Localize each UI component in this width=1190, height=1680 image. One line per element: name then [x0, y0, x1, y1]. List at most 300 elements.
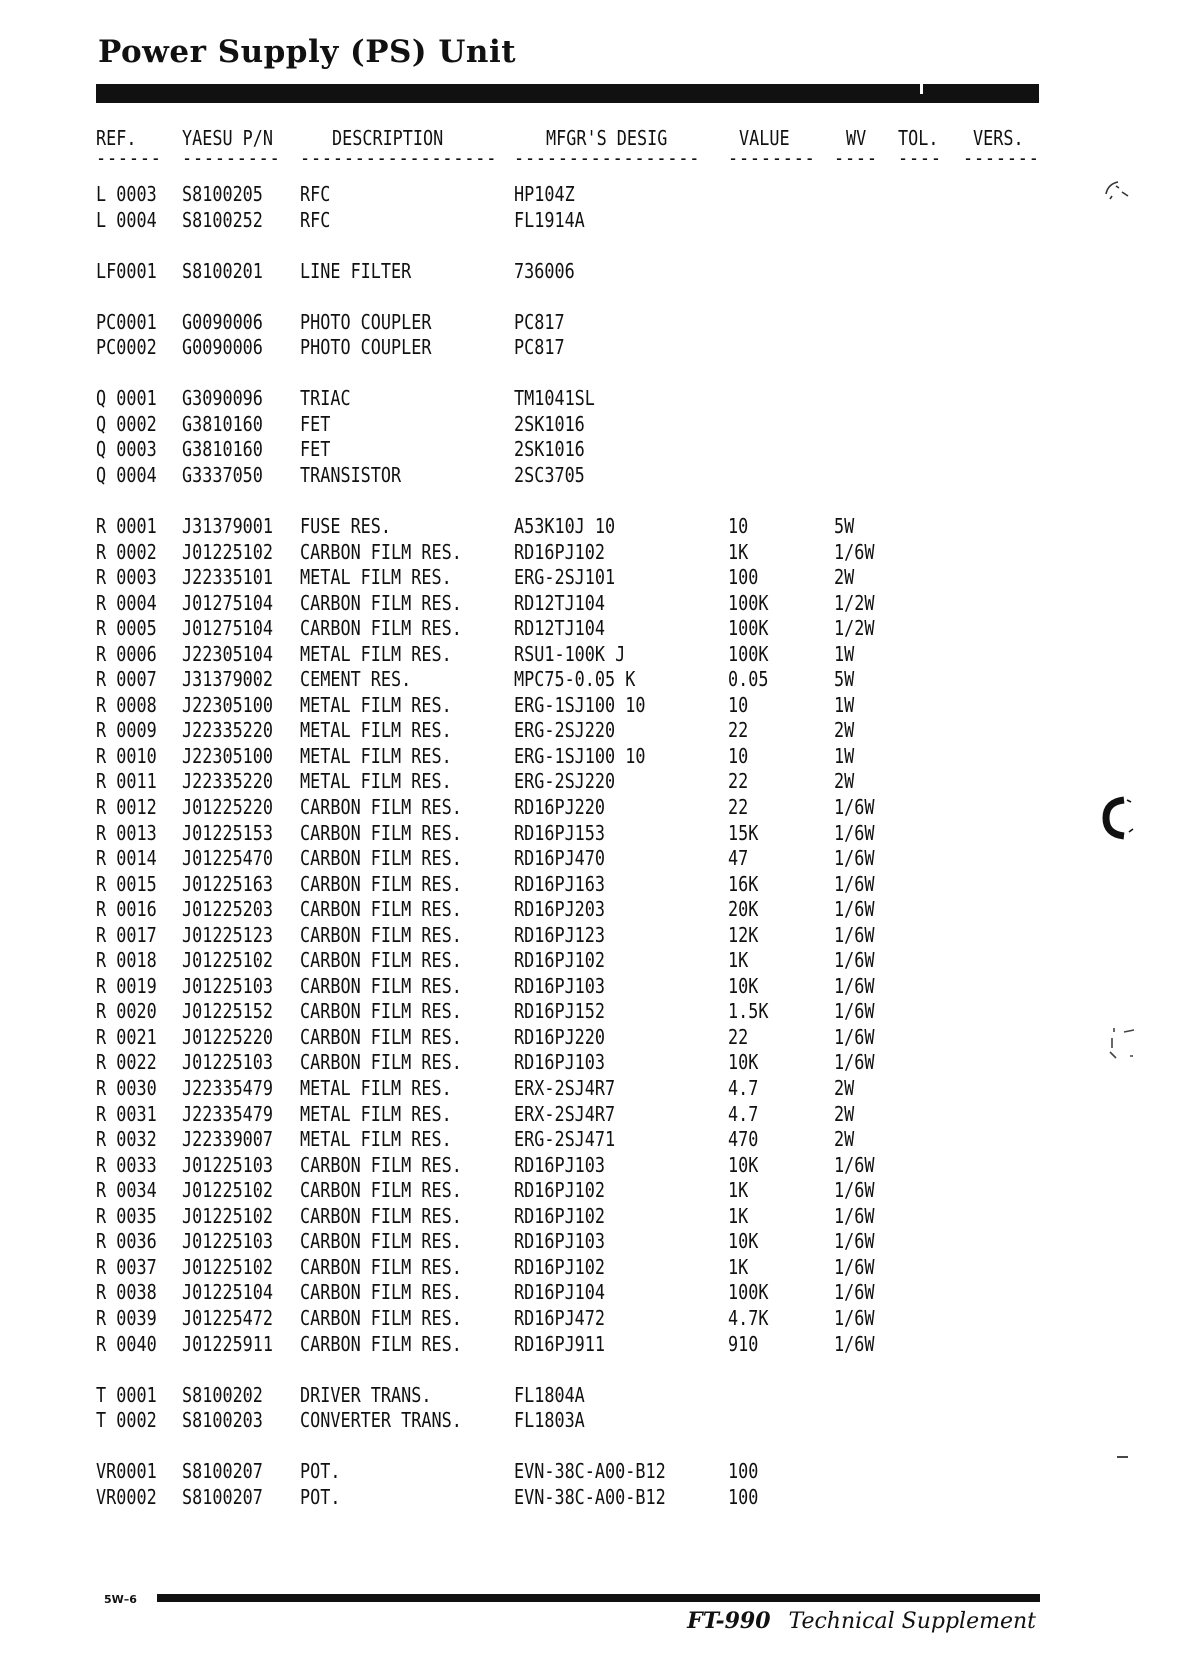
table-row [0, 999, 1190, 1024]
part-ref: R 0009 [96, 718, 157, 742]
part-description: METAL FILM RES. [300, 693, 452, 717]
mfgr-designation: RD16PJ220 [514, 795, 606, 819]
mfgr-designation: ERX-2SJ4R7 [514, 1076, 616, 1100]
part-ref: R 0007 [96, 667, 157, 691]
yaesu-part-number: S8100202 [182, 1383, 263, 1407]
mfgr-designation: RD16PJ103 [514, 1153, 606, 1177]
part-description: CARBON FILM RES. [300, 1306, 462, 1330]
yaesu-part-number: J22305100 [182, 744, 274, 768]
part-ref: R 0014 [96, 846, 157, 870]
part-ref: R 0015 [96, 872, 157, 896]
part-ref: R 0010 [96, 744, 157, 768]
mfgr-designation: RD16PJ104 [514, 1280, 606, 1304]
part-description: CARBON FILM RES. [300, 540, 462, 564]
part-description: FET [300, 437, 331, 461]
part-value: 100 [728, 565, 759, 589]
table-row [0, 591, 1190, 616]
part-value: 1K [728, 1178, 749, 1202]
yaesu-part-number: J01275104 [182, 616, 274, 640]
yaesu-part-number: J01225220 [182, 795, 274, 819]
part-value: 470 [728, 1127, 759, 1151]
part-ref: Q 0004 [96, 463, 157, 487]
mfgr-designation: PC817 [514, 310, 565, 334]
table-row [0, 1050, 1190, 1075]
part-description: CARBON FILM RES. [300, 1255, 462, 1279]
dash-mfgr-desig: ----------------- [514, 146, 701, 170]
table-row [0, 1025, 1190, 1050]
table-row [0, 642, 1190, 667]
part-description: FUSE RES. [300, 514, 392, 538]
dash-tol: ---- [898, 146, 942, 170]
part-value: 47 [728, 846, 749, 870]
part-ref: R 0036 [96, 1229, 157, 1253]
yaesu-part-number: J22339007 [182, 1127, 274, 1151]
table-row [0, 795, 1190, 820]
part-description: TRIAC [300, 386, 351, 410]
working-voltage: 2W [834, 1127, 855, 1151]
dash-value: -------- [728, 146, 816, 170]
table-row [0, 897, 1190, 922]
yaesu-part-number: J01225104 [182, 1280, 274, 1304]
part-ref: R 0006 [96, 642, 157, 666]
part-description: CARBON FILM RES. [300, 1280, 462, 1304]
page-number: 5W–6 [104, 1593, 137, 1606]
part-description: LINE FILTER [300, 259, 412, 283]
table-row [0, 412, 1190, 437]
table-row [0, 386, 1190, 411]
working-voltage: 1/6W [834, 872, 875, 896]
part-description: METAL FILM RES. [300, 718, 452, 742]
mfgr-designation: RD16PJ102 [514, 540, 606, 564]
part-ref: Q 0001 [96, 386, 157, 410]
working-voltage: 5W [834, 667, 855, 691]
part-value: 16K [728, 872, 759, 896]
working-voltage: 1/6W [834, 948, 875, 972]
table-row [0, 1127, 1190, 1152]
part-ref: PC0002 [96, 335, 157, 359]
part-description: METAL FILM RES. [300, 565, 452, 589]
mfgr-designation: RD16PJ163 [514, 872, 606, 896]
yaesu-part-number: G0090006 [182, 335, 263, 359]
part-description: CARBON FILM RES. [300, 821, 462, 845]
working-voltage: 1/6W [834, 846, 875, 870]
working-voltage: 1/6W [834, 1229, 875, 1253]
part-ref: L 0004 [96, 208, 157, 232]
part-value: 100 [728, 1485, 759, 1509]
mfgr-designation: RD16PJ203 [514, 897, 606, 921]
mfgr-designation: RD16PJ103 [514, 1229, 606, 1253]
part-description: METAL FILM RES. [300, 1102, 452, 1126]
part-description: METAL FILM RES. [300, 769, 452, 793]
yaesu-part-number: S8100203 [182, 1408, 263, 1432]
part-description: CARBON FILM RES. [300, 1332, 462, 1356]
column-header-yaesu-pn: YAESU P/N [182, 126, 274, 150]
yaesu-part-number: J01225102 [182, 1178, 274, 1202]
mfgr-designation: RD16PJ472 [514, 1306, 606, 1330]
part-value: 10K [728, 1153, 759, 1177]
column-header-tol: TOL. [898, 126, 939, 150]
yaesu-part-number: J22305104 [182, 642, 274, 666]
mfgr-designation: ERG-2SJ471 [514, 1127, 616, 1151]
mfgr-designation: ERG-2SJ220 [514, 769, 616, 793]
part-description: CARBON FILM RES. [300, 846, 462, 870]
mfgr-designation: ERG-1SJ100 10 [514, 693, 646, 717]
part-description: FET [300, 412, 331, 436]
working-voltage: 2W [834, 565, 855, 589]
dash-description: ------------------ [300, 146, 498, 170]
binder-hole-mark [1116, 1454, 1130, 1460]
dash-ref: ------ [96, 146, 162, 170]
part-ref: T 0001 [96, 1383, 157, 1407]
part-value: 10K [728, 974, 759, 998]
part-description: CARBON FILM RES. [300, 1025, 462, 1049]
table-row [0, 693, 1190, 718]
page-title: Power Supply (PS) Unit [98, 34, 517, 70]
yaesu-part-number: S8100205 [182, 182, 263, 206]
yaesu-part-number: G3337050 [182, 463, 263, 487]
table-row [0, 1485, 1190, 1510]
part-ref: R 0019 [96, 974, 157, 998]
part-ref: R 0031 [96, 1102, 157, 1126]
yaesu-part-number: G3810160 [182, 412, 263, 436]
working-voltage: 2W [834, 1102, 855, 1126]
mfgr-designation: RD16PJ102 [514, 1255, 606, 1279]
part-description: METAL FILM RES. [300, 1127, 452, 1151]
binder-hole-mark [1102, 1022, 1138, 1066]
part-value: 10K [728, 1050, 759, 1074]
part-description: CARBON FILM RES. [300, 1050, 462, 1074]
part-ref: R 0035 [96, 1204, 157, 1228]
part-value: 22 [728, 1025, 749, 1049]
mfgr-designation: RD12TJ104 [514, 616, 606, 640]
mfgr-designation: RD16PJ153 [514, 821, 606, 845]
part-ref: R 0022 [96, 1050, 157, 1074]
part-description: METAL FILM RES. [300, 642, 452, 666]
part-value: 100 [728, 1459, 759, 1483]
part-value: 10K [728, 1229, 759, 1253]
part-description: CARBON FILM RES. [300, 923, 462, 947]
working-voltage: 1/6W [834, 821, 875, 845]
table-row [0, 182, 1190, 207]
part-description: CARBON FILM RES. [300, 1178, 462, 1202]
yaesu-part-number: J01225103 [182, 1050, 274, 1074]
part-value: 22 [728, 718, 749, 742]
table-row [0, 769, 1190, 794]
yaesu-part-number: G0090006 [182, 310, 263, 334]
mfgr-designation: FL1914A [514, 208, 585, 232]
yaesu-part-number: J01225103 [182, 974, 274, 998]
table-row [0, 821, 1190, 846]
yaesu-part-number: J01225102 [182, 540, 274, 564]
mfgr-designation: 2SK1016 [514, 412, 585, 436]
yaesu-part-number: J31379002 [182, 667, 274, 691]
table-row [0, 463, 1190, 488]
part-value: 1K [728, 948, 749, 972]
mfgr-designation: RD16PJ103 [514, 974, 606, 998]
table-row [0, 1306, 1190, 1331]
mfgr-designation: ERG-2SJ101 [514, 565, 616, 589]
working-voltage: 1W [834, 693, 855, 717]
yaesu-part-number: J01225163 [182, 872, 274, 896]
working-voltage: 1/6W [834, 1153, 875, 1177]
yaesu-part-number: J01225220 [182, 1025, 274, 1049]
part-ref: VR0001 [96, 1459, 157, 1483]
column-header-wv: WV [846, 126, 867, 150]
part-description: CARBON FILM RES. [300, 948, 462, 972]
part-ref: R 0013 [96, 821, 157, 845]
part-ref: R 0011 [96, 769, 157, 793]
table-row [0, 1076, 1190, 1101]
yaesu-part-number: J01225123 [182, 923, 274, 947]
mfgr-designation: RD16PJ102 [514, 1204, 606, 1228]
yaesu-part-number: J01225103 [182, 1229, 274, 1253]
mfgr-designation: RD16PJ123 [514, 923, 606, 947]
part-ref: VR0002 [96, 1485, 157, 1509]
mfgr-designation: RD16PJ152 [514, 999, 606, 1023]
table-row [0, 437, 1190, 462]
working-voltage: 1/6W [834, 897, 875, 921]
mfgr-designation: ERG-2SJ220 [514, 718, 616, 742]
working-voltage: 1/6W [834, 1255, 875, 1279]
table-row [0, 540, 1190, 565]
part-description: RFC [300, 208, 331, 232]
mfgr-designation: MPC75-0.05 K [514, 667, 636, 691]
mfgr-designation: RD16PJ220 [514, 1025, 606, 1049]
mfgr-designation: PC817 [514, 335, 565, 359]
table-row [0, 208, 1190, 233]
working-voltage: 1/2W [834, 591, 875, 615]
part-value: 10 [728, 693, 749, 717]
table-row [0, 1332, 1190, 1357]
yaesu-part-number: G3810160 [182, 437, 263, 461]
working-voltage: 1/6W [834, 1306, 875, 1330]
working-voltage: 1/6W [834, 1178, 875, 1202]
mfgr-designation: A53K10J 10 [514, 514, 616, 538]
table-row [0, 565, 1190, 590]
part-description: CONVERTER TRANS. [300, 1408, 462, 1432]
part-ref: T 0002 [96, 1408, 157, 1432]
part-value: 4.7K [728, 1306, 769, 1330]
part-description: CARBON FILM RES. [300, 872, 462, 896]
part-description: CARBON FILM RES. [300, 616, 462, 640]
table-row [0, 514, 1190, 539]
working-voltage: 1/6W [834, 1204, 875, 1228]
working-voltage: 2W [834, 718, 855, 742]
title-rule [96, 84, 1039, 103]
table-row [0, 1459, 1190, 1484]
yaesu-part-number: J01225153 [182, 821, 274, 845]
table-row [0, 335, 1190, 360]
mfgr-designation: EVN-38C-A00-B12 [514, 1459, 666, 1483]
yaesu-part-number: S8100252 [182, 208, 263, 232]
table-row [0, 616, 1190, 641]
part-value: 1K [728, 1204, 749, 1228]
table-row [0, 1178, 1190, 1203]
table-row [0, 718, 1190, 743]
footer-title [687, 1608, 1036, 1634]
part-description: PHOTO COUPLER [300, 310, 432, 334]
part-ref: PC0001 [96, 310, 157, 334]
yaesu-part-number: J01225102 [182, 1204, 274, 1228]
yaesu-part-number: J22335101 [182, 565, 274, 589]
part-ref: R 0003 [96, 565, 157, 589]
part-description: CARBON FILM RES. [300, 1153, 462, 1177]
table-row [0, 667, 1190, 692]
table-row [0, 1255, 1190, 1280]
part-value: 4.7 [728, 1102, 759, 1126]
part-description: DRIVER TRANS. [300, 1383, 432, 1407]
part-ref: R 0034 [96, 1178, 157, 1202]
dash-yaesu-pn: --------- [182, 146, 281, 170]
part-description: METAL FILM RES. [300, 1076, 452, 1100]
table-row [0, 1280, 1190, 1305]
part-description: POT. [300, 1459, 341, 1483]
mfgr-designation: RD16PJ102 [514, 1178, 606, 1202]
part-ref: LF0001 [96, 259, 157, 283]
table-row [0, 923, 1190, 948]
yaesu-part-number: S8100201 [182, 259, 263, 283]
table-row [0, 259, 1190, 284]
column-header-description: DESCRIPTION [332, 126, 444, 150]
part-description: CARBON FILM RES. [300, 1229, 462, 1253]
column-header-value: VALUE [739, 126, 790, 150]
mfgr-designation: 2SC3705 [514, 463, 585, 487]
part-description: CEMENT RES. [300, 667, 412, 691]
working-voltage: 1/6W [834, 1280, 875, 1304]
part-value: 1.5K [728, 999, 769, 1023]
part-ref: R 0018 [96, 948, 157, 972]
table-row [0, 846, 1190, 871]
table-row [0, 1408, 1190, 1433]
mfgr-designation: RD16PJ911 [514, 1332, 606, 1356]
yaesu-part-number: J01225203 [182, 897, 274, 921]
part-ref: R 0040 [96, 1332, 157, 1356]
part-value: 910 [728, 1332, 759, 1356]
part-value: 100K [728, 616, 769, 640]
table-row [0, 872, 1190, 897]
yaesu-part-number: J01225470 [182, 846, 274, 870]
part-ref: R 0005 [96, 616, 157, 640]
part-value: 100K [728, 591, 769, 615]
table-row [0, 1204, 1190, 1229]
mfgr-designation: 736006 [514, 259, 575, 283]
part-ref: R 0037 [96, 1255, 157, 1279]
binder-hole-mark [1100, 794, 1140, 842]
yaesu-part-number: J01225102 [182, 948, 274, 972]
working-voltage: 1/2W [834, 616, 875, 640]
part-ref: Q 0003 [96, 437, 157, 461]
mfgr-designation: EVN-38C-A00-B12 [514, 1485, 666, 1509]
table-row [0, 1383, 1190, 1408]
part-value: 20K [728, 897, 759, 921]
part-ref: R 0039 [96, 1306, 157, 1330]
part-ref: R 0002 [96, 540, 157, 564]
footer-model: FT-990 [687, 1608, 771, 1634]
dash-vers: ------- [963, 146, 1040, 170]
part-ref: R 0021 [96, 1025, 157, 1049]
part-description: CARBON FILM RES. [300, 999, 462, 1023]
part-ref: R 0004 [96, 591, 157, 615]
binder-hole-mark [1102, 176, 1136, 216]
mfgr-designation: HP104Z [514, 182, 575, 206]
part-description: CARBON FILM RES. [300, 591, 462, 615]
working-voltage: 1/6W [834, 795, 875, 819]
part-ref: R 0033 [96, 1153, 157, 1177]
part-ref: Q 0002 [96, 412, 157, 436]
working-voltage: 1/6W [834, 1050, 875, 1074]
working-voltage: 1/6W [834, 999, 875, 1023]
yaesu-part-number: J22335479 [182, 1076, 274, 1100]
working-voltage: 2W [834, 769, 855, 793]
column-header-vers: VERS. [973, 126, 1024, 150]
part-description: CARBON FILM RES. [300, 795, 462, 819]
part-ref: L 0003 [96, 182, 157, 206]
mfgr-designation: RD16PJ102 [514, 948, 606, 972]
part-ref: R 0032 [96, 1127, 157, 1151]
part-value: 0.05 [728, 667, 769, 691]
part-value: 15K [728, 821, 759, 845]
part-value: 100K [728, 1280, 769, 1304]
footer-rule [157, 1594, 1040, 1602]
yaesu-part-number: J01225911 [182, 1332, 274, 1356]
table-row [0, 1102, 1190, 1127]
mfgr-designation: ERG-1SJ100 10 [514, 744, 646, 768]
yaesu-part-number: S8100207 [182, 1485, 263, 1509]
part-description: POT. [300, 1485, 341, 1509]
working-voltage: 5W [834, 514, 855, 538]
mfgr-designation: RD12TJ104 [514, 591, 606, 615]
working-voltage: 1/6W [834, 1025, 875, 1049]
part-ref: R 0001 [96, 514, 157, 538]
part-value: 4.7 [728, 1076, 759, 1100]
yaesu-part-number: J31379001 [182, 514, 274, 538]
part-description: CARBON FILM RES. [300, 897, 462, 921]
part-ref: R 0016 [96, 897, 157, 921]
yaesu-part-number: J22305100 [182, 693, 274, 717]
mfgr-designation: RD16PJ470 [514, 846, 606, 870]
working-voltage: 2W [834, 1076, 855, 1100]
part-value: 10 [728, 744, 749, 768]
part-value: 12K [728, 923, 759, 947]
table-row [0, 1229, 1190, 1254]
table-row [0, 744, 1190, 769]
yaesu-part-number: J01225103 [182, 1153, 274, 1177]
yaesu-part-number: J22335220 [182, 769, 274, 793]
part-ref: R 0017 [96, 923, 157, 947]
part-description: CARBON FILM RES. [300, 974, 462, 998]
part-value: 1K [728, 1255, 749, 1279]
yaesu-part-number: J01225102 [182, 1255, 274, 1279]
mfgr-designation: FL1803A [514, 1408, 585, 1432]
mfgr-designation: TM1041SL [514, 386, 595, 410]
working-voltage: 1/6W [834, 540, 875, 564]
mfgr-designation: RD16PJ103 [514, 1050, 606, 1074]
part-description: METAL FILM RES. [300, 744, 452, 768]
part-ref: R 0008 [96, 693, 157, 717]
working-voltage: 1/6W [834, 1332, 875, 1356]
yaesu-part-number: G3090096 [182, 386, 263, 410]
part-description: TRANSISTOR [300, 463, 402, 487]
part-value: 22 [728, 795, 749, 819]
part-ref: R 0020 [96, 999, 157, 1023]
table-row [0, 974, 1190, 999]
column-header-ref: REF. [96, 126, 137, 150]
mfgr-designation: FL1804A [514, 1383, 585, 1407]
table-row [0, 310, 1190, 335]
part-value: 1K [728, 540, 749, 564]
mfgr-designation: RSU1-100K J [514, 642, 626, 666]
part-description: RFC [300, 182, 331, 206]
